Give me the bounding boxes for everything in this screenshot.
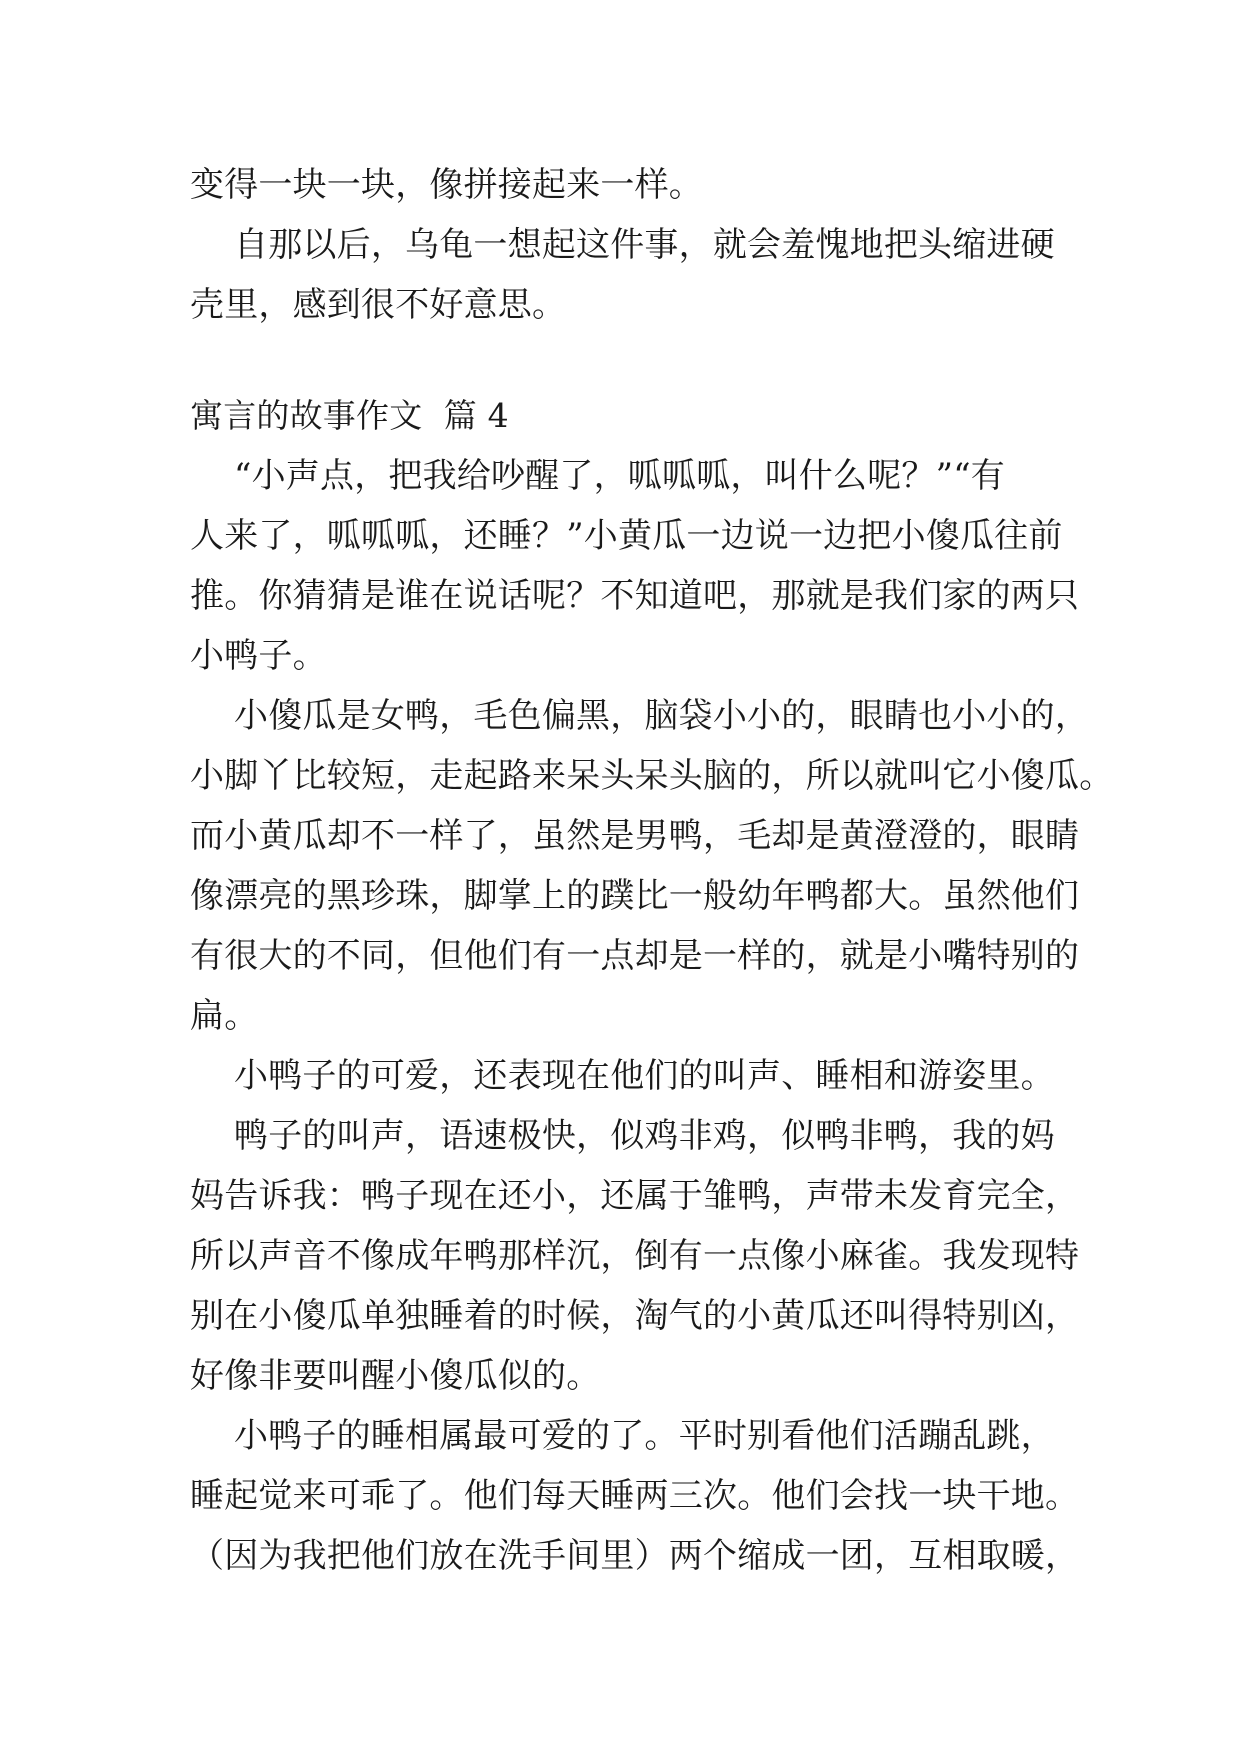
text-line: 好像非要叫醒小傻瓜似的。 — [190, 1356, 601, 1396]
text-line: （因为我把他们放在洗手间里）两个缩成一团，互相取暖， — [190, 1536, 1080, 1576]
text-line: 自那以后，乌龟一想起这件事，就会羞愧地把头缩进硬 — [190, 225, 1055, 265]
text-line: 小鸭子的睡相属最可爱的了。平时别看他们活蹦乱跳， — [190, 1416, 1055, 1456]
text-line: 睡起觉来可乖了。他们每天睡两三次。他们会找一块干地。 — [190, 1476, 1080, 1516]
text-line: 推。你猜猜是谁在说话呢？不知道吧，那就是我们家的两只 — [190, 576, 1080, 616]
text-line: 而小黄瓜却不一样了，虽然是男鸭，毛却是黄澄澄的，眼睛 — [190, 816, 1080, 856]
text-line: 小脚丫比较短，走起路来呆头呆头脑的，所以就叫它小傻瓜。 — [190, 756, 1114, 796]
text-line: 所以声音不像成年鸭那样沉，倒有一点像小麻雀。我发现特 — [190, 1236, 1080, 1276]
text-line: 有很大的不同，但他们有一点却是一样的，就是小嘴特别的 — [190, 936, 1080, 976]
text-line: 妈告诉我：鸭子现在还小，还属于雏鸭，声带未发育完全， — [190, 1176, 1080, 1216]
text-line: 扁。 — [190, 996, 259, 1036]
text-line: 小傻瓜是女鸭，毛色偏黑，脑袋小小的，眼睛也小小的， — [190, 696, 1090, 736]
text-line: 壳里，感到很不好意思。 — [190, 285, 567, 325]
text-line: 小鸭子。 — [190, 636, 327, 676]
text-line: 像漂亮的黑珍珠，脚掌上的蹼比一般幼年鸭都大。虽然他们 — [190, 876, 1080, 916]
text-line: 别在小傻瓜单独睡着的时候，淘气的小黄瓜还叫得特别凶， — [190, 1296, 1080, 1336]
text-line: 变得一块一块，像拼接起来一样。 — [190, 165, 703, 205]
text-line: 小鸭子的可爱，还表现在他们的叫声、睡相和游姿里。 — [190, 1056, 1055, 1096]
text-line: 人来了，呱呱呱，还睡？”小黄瓜一边说一边把小傻瓜往前 — [190, 516, 1063, 556]
text-line: 鸭子的叫声，语速极快，似鸡非鸡，似鸭非鸭，我的妈 — [190, 1116, 1055, 1156]
text-line: “小声点，把我给吵醒了，呱呱呱，叫什么呢？”“有 — [190, 456, 1005, 496]
section-heading: 寓言的故事作文 篇 4 — [190, 396, 509, 435]
